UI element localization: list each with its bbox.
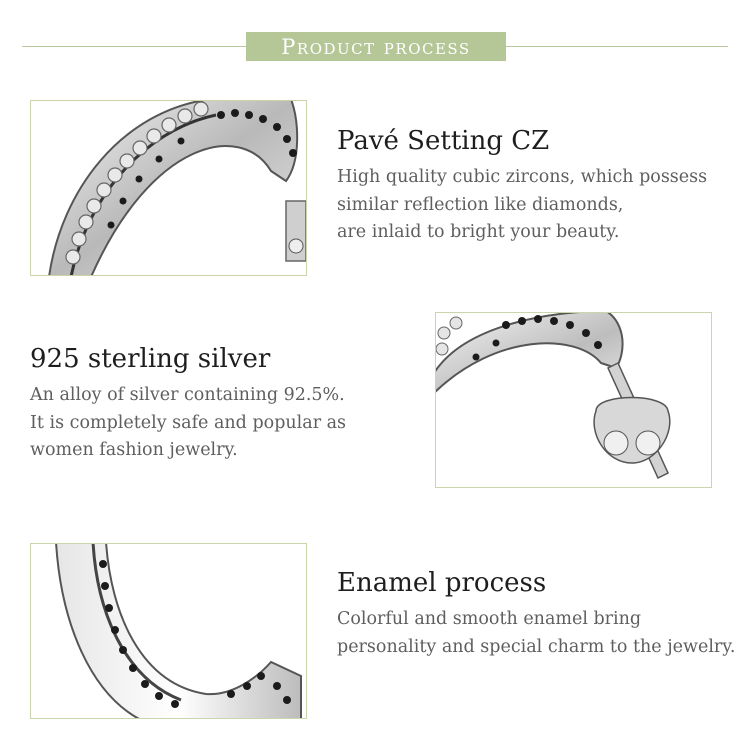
feature-pave-setting [337, 126, 707, 247]
photo-sterling-silver [435, 312, 712, 488]
feature-description [337, 606, 735, 661]
feature-line: personality and special charm to the jewelry. [337, 636, 736, 657]
feature-description [30, 382, 346, 465]
feature-line: similar reflection like diamonds, [337, 194, 624, 215]
divider-right [506, 46, 728, 47]
feature-sterling-silver [30, 344, 346, 465]
feature-line: are inlaid to bright your beauty. [337, 222, 620, 242]
earring-pave-cz-closeup-icon [31, 101, 306, 275]
earring-enamel-hearts-closeup-icon [31, 544, 306, 718]
feature-line: It is completely safe and popular as [30, 412, 347, 433]
feature-description [337, 164, 707, 247]
feature-enamel-process [337, 568, 735, 661]
feature-title: 925 sterling silver [30, 344, 271, 374]
photo-pave-setting [30, 100, 307, 276]
earring-post-back-closeup-icon [436, 313, 711, 487]
banner-title: Product process [281, 34, 471, 59]
feature-line: Colorful and smooth enamel bring [337, 609, 642, 629]
feature-title: Pavé Setting CZ [337, 126, 550, 156]
section-banner [246, 32, 506, 61]
feature-line: An alloy of silver containing 92.5%. [30, 385, 345, 405]
feature-line: High quality cubic zircons, which possess [337, 167, 708, 187]
photo-enamel-process [30, 543, 307, 719]
feature-title: Enamel process [337, 568, 547, 598]
divider-left [22, 46, 246, 47]
feature-line: women fashion jewelry. [30, 440, 238, 460]
